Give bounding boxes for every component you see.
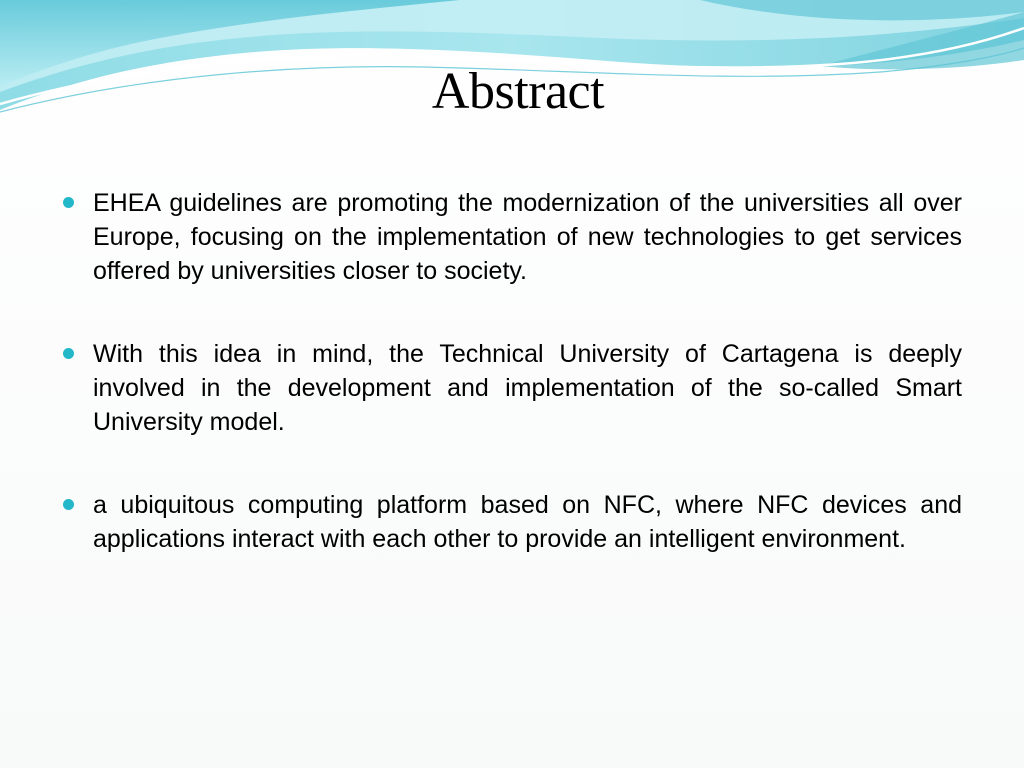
bullet-text: EHEA guidelines are promoting the modernization of the universities all over Europe, focusing on the implementation of new technologies to get services offered by universities closer to society. (93, 189, 962, 285)
bullet-list (62, 186, 962, 605)
slide-title: Abstract (431, 63, 605, 120)
bullet-text: a ubiquitous computing platform based on NFC, where NFC devices and applications interact with each other to provide an intelligent environment. (93, 491, 962, 553)
bullet-dot-icon (63, 197, 74, 208)
bullet-dot-icon (63, 499, 74, 510)
bullet-text: With this idea in mind, the Technical University of Cartagena is deeply involved in the development and implementation of the so-called Smart University model. (93, 340, 962, 436)
bullet-item (62, 186, 962, 288)
bullet-item (62, 488, 962, 556)
bullet-item (62, 337, 962, 439)
bullet-dot-icon (63, 348, 74, 359)
